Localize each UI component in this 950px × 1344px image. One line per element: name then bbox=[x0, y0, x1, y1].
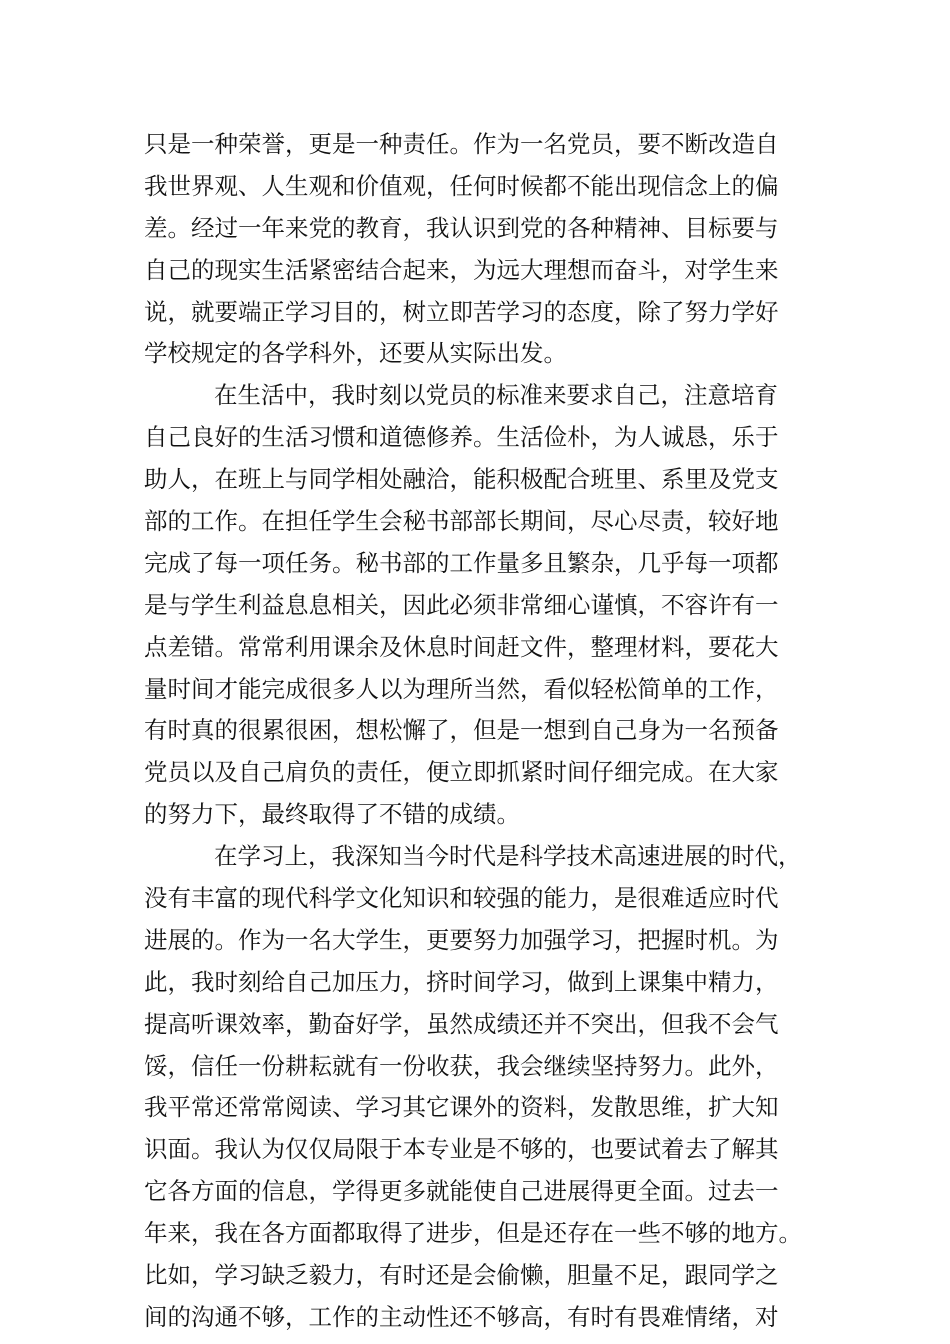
text-line: 间的沟通不够，工作的主动性还不够高，有时有畏难情绪，对 bbox=[144, 1302, 779, 1331]
text-line: 比如，学习缺乏毅力，有时还是会偷懒，胆量不足，跟同学之 bbox=[144, 1261, 779, 1290]
text-line: 自己良好的生活习惯和道德修养。生活俭朴，为人诚恳，乐于 bbox=[144, 423, 779, 452]
text-line: 我平常还常常阅读、学习其它课外的资料，发散思维，扩大知 bbox=[144, 1093, 779, 1122]
text-line: 量时间才能完成很多人以为理所当然，看似轻松简单的工作， bbox=[144, 674, 779, 703]
text-line: 学校规定的各学科外，还要从实际出发。 bbox=[144, 339, 567, 368]
text-line: 只是一种荣誉，更是一种责任。作为一名党员，要不断改造自 bbox=[144, 130, 779, 158]
text-line: 说，就要端正学习目的，树立即苦学习的态度，除了努力学好 bbox=[144, 297, 779, 326]
text-line: 党员以及自己肩负的责任，便立即抓紧时间仔细完成。在大家 bbox=[144, 758, 779, 787]
text-line: 在学习上，我深知当今时代是科学技术高速进展的时代， bbox=[214, 842, 802, 871]
text-line: 提高听课效率，勤奋好学，虽然成绩还并不突出，但我不会气 bbox=[144, 1009, 779, 1038]
text-line: 在生活中，我时刻以党员的标准来要求自己，注意培育 bbox=[214, 381, 778, 410]
text-line: 完成了每一项任务。秘书部的工作量多且繁杂，几乎每一项都 bbox=[144, 548, 779, 577]
text-line: 助人，在班上与同学相处融洽，能积极配合班里、系里及党支 bbox=[144, 465, 779, 494]
text-line: 的努力下，最终取得了不错的成绩。 bbox=[144, 800, 520, 829]
text-line: 没有丰富的现代科学文化知识和较强的能力，是很难适应时代 bbox=[144, 884, 779, 913]
text-line: 是与学生利益息息相关，因此必须非常细心谨慎，不容许有一 bbox=[144, 590, 779, 619]
text-line: 自己的现实生活紧密结合起来，为远大理想而奋斗，对学生来 bbox=[144, 255, 779, 284]
text-line: 馁，信任一份耕耘就有一份收获，我会继续坚持努力。此外， bbox=[144, 1051, 779, 1080]
text-line: 此，我时刻给自己加压力，挤时间学习，做到上课集中精力， bbox=[144, 967, 779, 996]
text-line: 有时真的很累很困，想松懈了，但是一想到自己身为一名预备 bbox=[144, 716, 779, 745]
text-line: 进展的。作为一名大学生，更要努力加强学习，把握时机。为 bbox=[144, 925, 779, 954]
text-line: 识面。我认为仅仅局限于本专业是不够的，也要试着去了解其 bbox=[144, 1135, 779, 1164]
text-line: 点差错。常常利用课余及休息时间赶文件，整理材料，要花大 bbox=[144, 632, 779, 661]
text-line: 它各方面的信息，学得更多就能使自己进展得更全面。过去一 bbox=[144, 1177, 779, 1206]
document-body-text bbox=[144, 124, 808, 1339]
text-line: 差。经过一年来党的教育，我认识到党的各种精神、目标要与 bbox=[144, 213, 779, 242]
text-line: 年来，我在各方面都取得了进步，但是还存在一些不够的地方。 bbox=[144, 1219, 802, 1248]
text-line: 部的工作。在担任学生会秘书部部长期间，尽心尽责，较好地 bbox=[144, 507, 779, 536]
text-line: 我世界观、人生观和价值观，任何时候都不能出现信念上的偏 bbox=[144, 171, 779, 200]
